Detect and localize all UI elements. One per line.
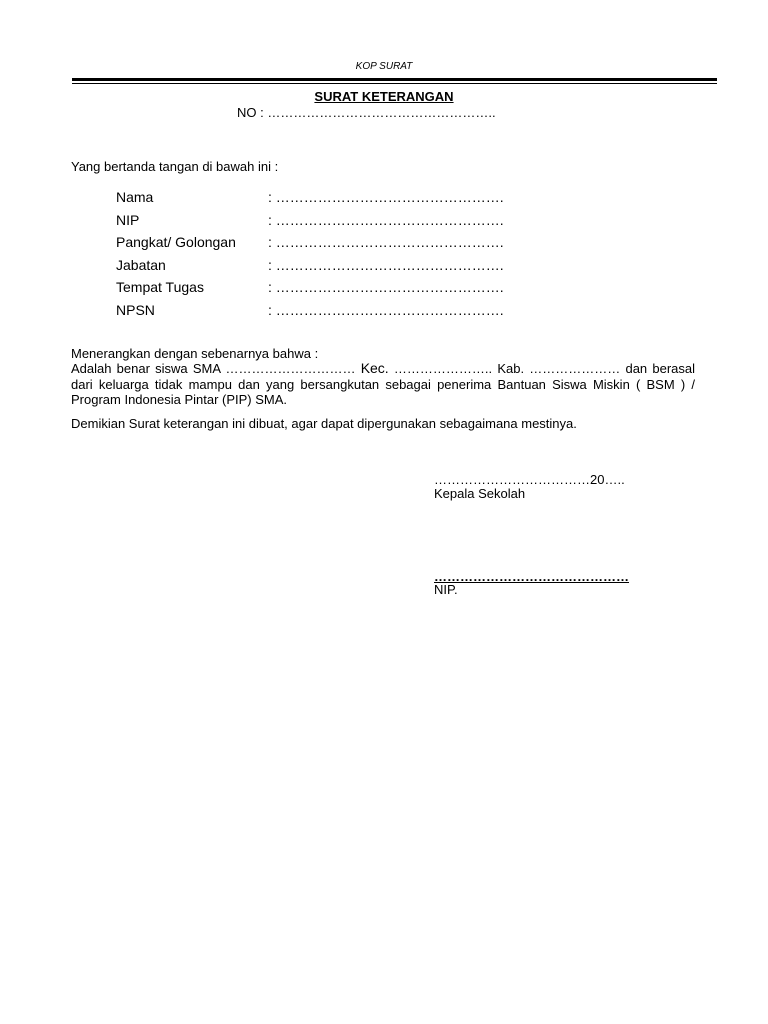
field-label: NIP: [116, 211, 140, 228]
statement-kec: Kec.: [360, 360, 389, 376]
field-value: : ………………………………………….: [268, 189, 504, 205]
letter-number: NO : ……………………………………………..: [237, 105, 496, 120]
field-row-npsn: [116, 299, 556, 322]
field-value: : ………………………………………….: [268, 234, 504, 251]
field-value: : ………………………………………….: [268, 211, 504, 228]
statement-part-2: ………………….. Kab. ………………… dan berasal dari keluarga tidak mampu dan yang bersangkutan sebagai penerima Bantuan Siswa Miskin ( BSM ) / Program Indonesia Pintar (PIP) SMA.: [71, 361, 695, 407]
letterhead-placeholder: KOP SURAT: [355, 61, 413, 72]
field-value: : ………………………………………….: [268, 301, 504, 318]
field-value: : ………………………………………….: [268, 256, 504, 273]
field-label: NPSN: [116, 301, 155, 318]
statement-heading: Menerangkan dengan sebenarnya bahwa :: [71, 346, 319, 361]
field-value: : ………………………………………….: [268, 279, 504, 296]
letterhead-rule-thick: [72, 78, 717, 81]
intro-text: Yang bertanda tangan di bawah ini :: [71, 159, 279, 174]
letter-title-text: SURAT KETERANGAN: [314, 89, 454, 104]
field-row-tempat-tugas: [116, 276, 556, 299]
field-label: Pangkat/ Golongan: [116, 234, 236, 251]
field-label: Tempat Tugas: [116, 279, 204, 296]
field-label: Nama: [116, 189, 154, 205]
letterhead-rule-thin: [72, 83, 717, 84]
signature-nip: NIP.: [434, 582, 458, 597]
field-row-pangkat: [116, 231, 556, 254]
statement-part-1: Adalah benar siswa SMA …………………………: [71, 361, 361, 376]
field-label: Jabatan: [116, 256, 166, 273]
signature-date: ………………………………20…..: [434, 472, 625, 487]
field-row-nama: [116, 186, 556, 209]
signature-role: Kepala Sekolah: [434, 486, 526, 501]
field-row-jabatan: [116, 254, 556, 277]
field-row-nip: [116, 209, 556, 232]
closing-paragraph: Demikian Surat keterangan ini dibuat, agar dapat dipergunakan sebagaimana mestinya.: [71, 416, 577, 431]
signature-name: ………………………………………: [434, 569, 629, 584]
signatory-fields: [116, 186, 556, 322]
statement-paragraph: [71, 361, 695, 408]
letter-title: [0, 89, 768, 104]
